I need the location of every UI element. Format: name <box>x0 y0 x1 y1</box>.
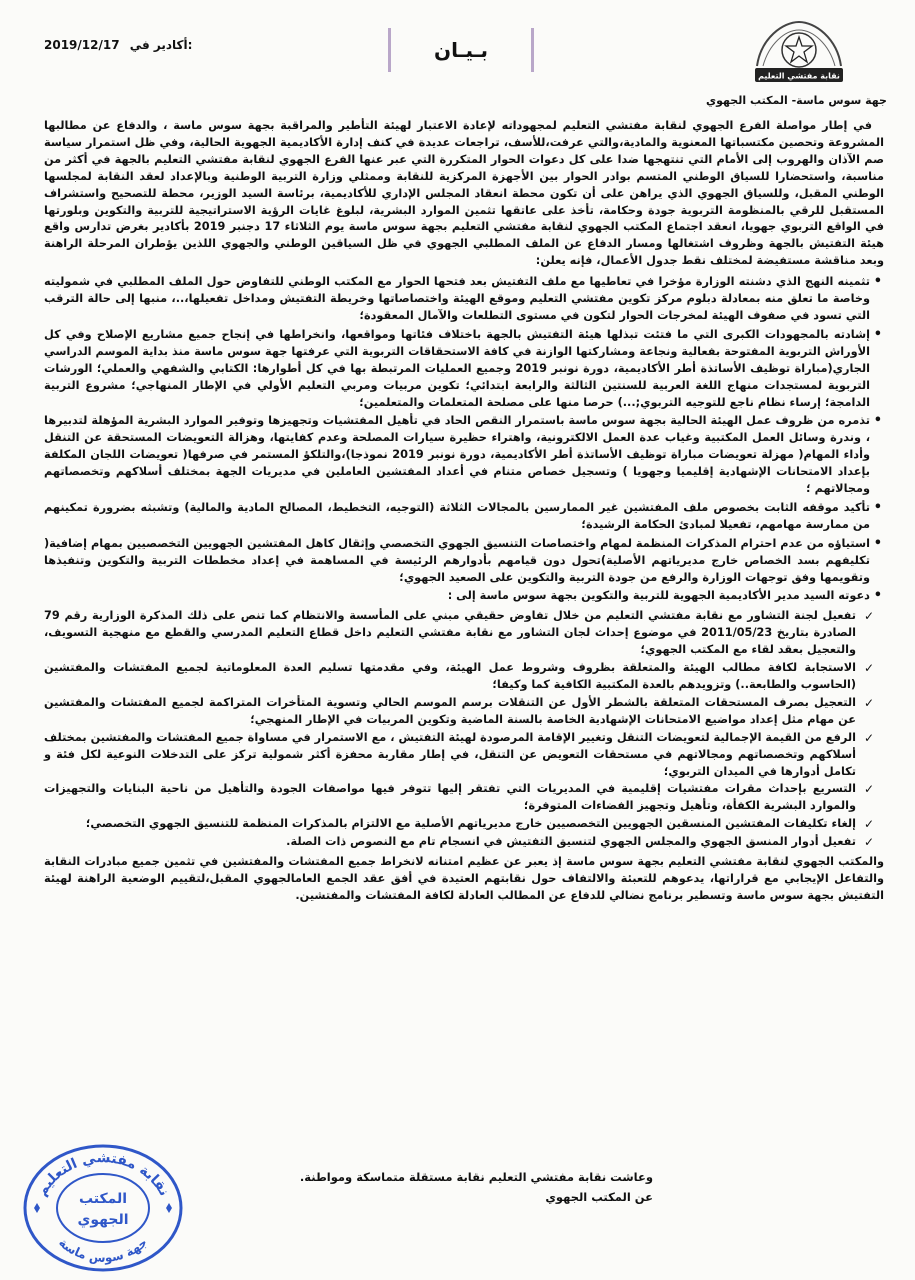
statement-point: • استياؤه من عدم احترام المذكرات المنظمة لمهام واختصاصات التنسيق الجهوي التخصصي وإثقال كاهل المفتشين الجهويين التخصصيين بمهام إضافية( تكليفهم بسد الخصاص خارج مديرياتهم الأصلية)تحول دون قيامهم بأدوارهم الرئيسة في المساهمة في إعداد مخططات التربية والتكوين وتنفيذها وتقويمها وفق توجهات الوزارة والرفع من جودة التربية والتكوين على الصعيد الجهوي؛ <box>44 536 870 587</box>
demand-item: ✓ تفعيل لجنة التشاور مع نقابة مفتشي التعليم من خلال تفاوض حقيقي مبني على المأسسة والانتظام كما تنص على ذلك المذكرة الوزارية رقم 79 الصادرة بتاريخ 2011/05/23 في موضوع إحداث لجان التشاور مع نقابة مفتشي التعليم داخل قطاع التعليم المدرسي والقطع مع منهجية التسويف، والتعجيل بعقد لقاء مع المكتب الجهوي؛ <box>44 608 856 659</box>
statement-point: • تذمره من ظروف عمل الهيئة الحالية بجهة سوس ماسة باستمرار النقص الحاد في تأهيل المفتشيات وتجهيزها وتوفير الموارد البشرية المؤهلة لتدبيرها ، وندرة وسائل العمل المكتبية وغياب عدة العمل الالكترونية، واهتراء حظيرة سيارات المصلحة وعدم كفايتها، وهزالة التعويضات المستحقة عن التنقل وأداء المهام( مهزلة تعويضات مباراة توظيف الأساتذة أطر الأكاديمية، دورة نونبر 2019 نموذجا)،والتلكؤ المستمر في صرفها( تعويضات اللجان المكلفة بإعداد الامتحانات الإشهادية إقليميا وجهويا ) وتسجيل خصاص متنام في أعداد المفتشين العاملين في مديريات الجهة بمختلف أسلاكهم وتخصصاتهم ومجالاتهم ؛ <box>44 413 870 498</box>
statement-point: • إشادته بالمجهودات الكبرى التي ما فتئت تبذلها هيئة التفتيش بالجهة باختلاف فئاتها ومواقعها، وانخراطها في إنجاح جميع مشاريع الإصلاح وفي كل الأوراش التربوية المفتوحة بفعالية ونجاعة ومشاركتها الوازنة في كافة الاستحقاقات التربوية التي عرفتها جهة سوس ماسة منذ بداية الموسم الدراسي الجاري(مباراة توظيف الأساتذة أطر الأكاديمية، دورة نونبر 2019 وجميع العمليات المرتبطة بها في كل أطوارها: الكتابي والشفهي والعملي؛ الورشات التربوية لمستجدات منهاج اللغة العربية للسنتين الثالثة والرابعة ابتدائي؛ تكوين مربيات ومربي التعليم الأولي في الإطار المنهاجي؛ مشروع التربية الدامجة؛ إرساء نظام ناجع للتوجيه التربوي;...) حرصا منها على مصلحة المتعلمات والمتعلمين؛ <box>44 327 870 412</box>
date-label: أكادير في: <box>129 38 193 52</box>
demand-item: ✓ تفعيل أدوار المنسق الجهوي والمجلس الجهوي لتنسيق التفتيش في انسجام تام مع النصوص ذات الصلة. <box>44 834 856 851</box>
closing-block <box>300 1167 653 1207</box>
demand-item: ✓ الاستجابة لكافة مطالب الهيئة والمتعلقة بظروف وشروط عمل الهيئة، وفي مقدمتها تسليم العدة المعلوماتية لجميع المفتشات والمفتشين (الحاسوب والطابعة..) وتزويدهم بالعدة المكتبية الكافية كما وكيفا؛ <box>44 660 856 694</box>
svg-text:جهة سوس ماسة <box>56 1235 150 1266</box>
document-title-frame <box>388 28 534 72</box>
date-value: 2019/12/17 <box>44 38 120 52</box>
demand-item: ✓ إلغاء تكليفات المفتشين المنسقين الجهويين التخصصيين خارج مديرياتهم الأصلية مع الالتزام بالمذكرات المنظمة للتنسيق الجهوي التخصصي؛ <box>44 816 856 833</box>
statement-point: • دعوته السيد مدير الأكاديمية الجهوية للتربية والتكوين بجهة سوس ماسة إلى : <box>44 588 870 605</box>
date-line <box>44 38 192 52</box>
stamp-center-line-2: الجهوي <box>77 1212 129 1228</box>
statement-point: • تثمينه النهج الذي دشنته الوزارة مؤخرا في تعاطيها مع ملف التفتيش بعد فتحها الحوار مع المكتب الوطني للتفاوض حول الملف المطلبي في شموليته وخاصة ما تعلق منه بمعادلة دبلوم مركز تكوين مفتشي التعليم وموقع الهيئة واختصاصاتها وخريطة التفتيش ومداخل تفعيلها،..، منبها إلى حالة الترقب التي تسود في صفوف الهيئة لمخرجات الحوار لتكون في مستوى التطلعات والآمال المعقودة؛ <box>44 274 870 325</box>
stamp-center-line-1: المكتب <box>78 1191 128 1207</box>
region-caption: جهة سوس ماسة- المكتب الجهوي <box>706 94 887 107</box>
stamp-outer-text: نقابة مفتشي التعليم <box>33 1150 173 1199</box>
final-paragraph: والمكتب الجهوي لنقابة مفتشي التعليم بجهة سوس ماسة إذ يعبر عن عظيم امتنانه لانخراط جميع المفتشات والمفتشين في تثمين جميع مبادرات النقابة والتفاعل الإيجابي مع قراراتها، يدعوهم للتعبئة والالتفاف حول نقابتهم العتيدة في أفق عقد الجمع العامالجهوي المقبل،لتقييم الوضعية الراهنة لهيئة التفتيش بجهة سوس ماسة وتسطير برنامج نضالي للدفاع عن المطالب العادلة لكافة المفتشات والمفتشين. <box>44 855 884 902</box>
demand-item: ✓ التعجيل بصرف المستحقات المتعلقة بالشطر الأول عن التنقلات برسم الموسم الحالي وتسوية المتأخرات المتراكمة لجميع المفتشات والمفتشين عن مهام مثل إعداد مواضيع الامتحانات الإشهادية الخاصة بالسنة الماضية وتكوين المربيات في الإطار المنهجي؛ <box>44 695 856 729</box>
signature-line: عن المكتب الجهوي <box>545 1190 653 1204</box>
union-logo-icon <box>747 14 851 88</box>
statement-body <box>44 118 884 909</box>
demand-item: ✓ التسريع بإحداث مقرات مفتشيات إقليمية في المديريات التي تفتقر إليها تتوفر فيها مواصفات الجودة والتأهيل من ناحية البنايات والتجهيزات والموارد البشرية الكفأة، وتأهيل وتجهيز الفضاءات المتوفرة؛ <box>44 781 856 815</box>
statement-points <box>44 274 884 605</box>
document-title: بـيـان <box>434 38 488 62</box>
demand-item: ✓ الرفع من القيمة الإجمالية لتعويضات التنقل وتغيير الإقامة المرصودة لهيئة التفتيش ، مع الاستمرار في مساواة جميع المفتشات والمفتشين بمختلف أسلاكهم وتخصصاتهم ومجالاتهم في مستحقات التعويض عن التنقل، في إطار مقاربة محفزة أكثر شمولية تركز على التدخلات النوعية لكل فئة و تكامل أدوارها في الميدان التربوي؛ <box>44 730 856 781</box>
stamp-bottom-text: جهة سوس ماسة <box>56 1235 150 1266</box>
intro-paragraph: في إطار مواصلة الفرع الجهوي لنقابة مفتشي التعليم لمجهوداته لإعادة الاعتبار لهيئة التأطير والمراقبة بجهة سوس ماسة ، والدفاع عن مطالبها المشروعة وتحصين مكتسباتها المعنوية والمادية،والتي عرفت،للأسف، تراجعات عديدة في كنف إدارة الأكاديمية الجهوية الحالية، وفي ظل استمرار سياسة صم الآذان والهروب إلى الأمام التي تنتهجها ضدا على كل دعوات الحوار المتكررة التي عبر عنها الفرع الجهوي لنقابة مفتشي التعليم بالجهة في أكثر من مناسبة، واستحضارا للسياق الوطني المتسم بوادر الحوار بين الأجهزة المركزية للنقابة وممثلي وزارة التربية الوطنية وبالإعداد لعقد النقابة لمجلسها الوطني المقبل، وللسياق الجهوي الذي يراهن على أن تكون محطة انعقاد المجلس الإداري للأكاديمية، برئاسة السيد الوزير، محطة للتصحيح واستشراف المستقبل للرقي بالمنظومة التربوية جودة وحكامة، تأخذ على عاتقها تثمين الموارد البشرية، لبلوغ غايات الرؤية الاستراتيجية للتربية والتكوين وبلورتها في الواقع التربوي جهويا، انعقد اجتماع المكتب الجهوي لنقابة مفتشي التعليم بجهة سوس ماسة يوم الثلاثاء 17 دجنبر 2019 بأكادير بغرض تدارس واقع هيئة التفتيش بالجهة وظروف اشتغالها ومسار الدفاع عن الملف المطلبي الجهوي في ظل السياقين الوطني والجهوي اللذين يؤطران المرحلة الراهنة وبعد مناقشة مستفيضة لمختلف نقط جدول الأعمال، فإنه يعلن: <box>44 119 885 268</box>
regional-office-stamp-icon <box>20 1140 186 1274</box>
closing-slogan: وعاشت نقابة مفتشي التعليم نقابة مستقلة متماسكة ومواطنة. <box>299 1170 653 1184</box>
statement-point: • تأكيد موقفه الثابت بخصوص ملف المفتشين غير الممارسين بالمجالات الثلاثة (التوجيه، التخطيط، المصالح المادية والمالية) وتشبثه بضرورة تمكينهم من ممارسة مهامهم، تفعيلا لمبادئ الحكامة الرشيدة؛ <box>44 500 870 534</box>
logo-text: نقابة مفتشي التعليم <box>758 71 840 81</box>
demands-list <box>44 608 884 851</box>
